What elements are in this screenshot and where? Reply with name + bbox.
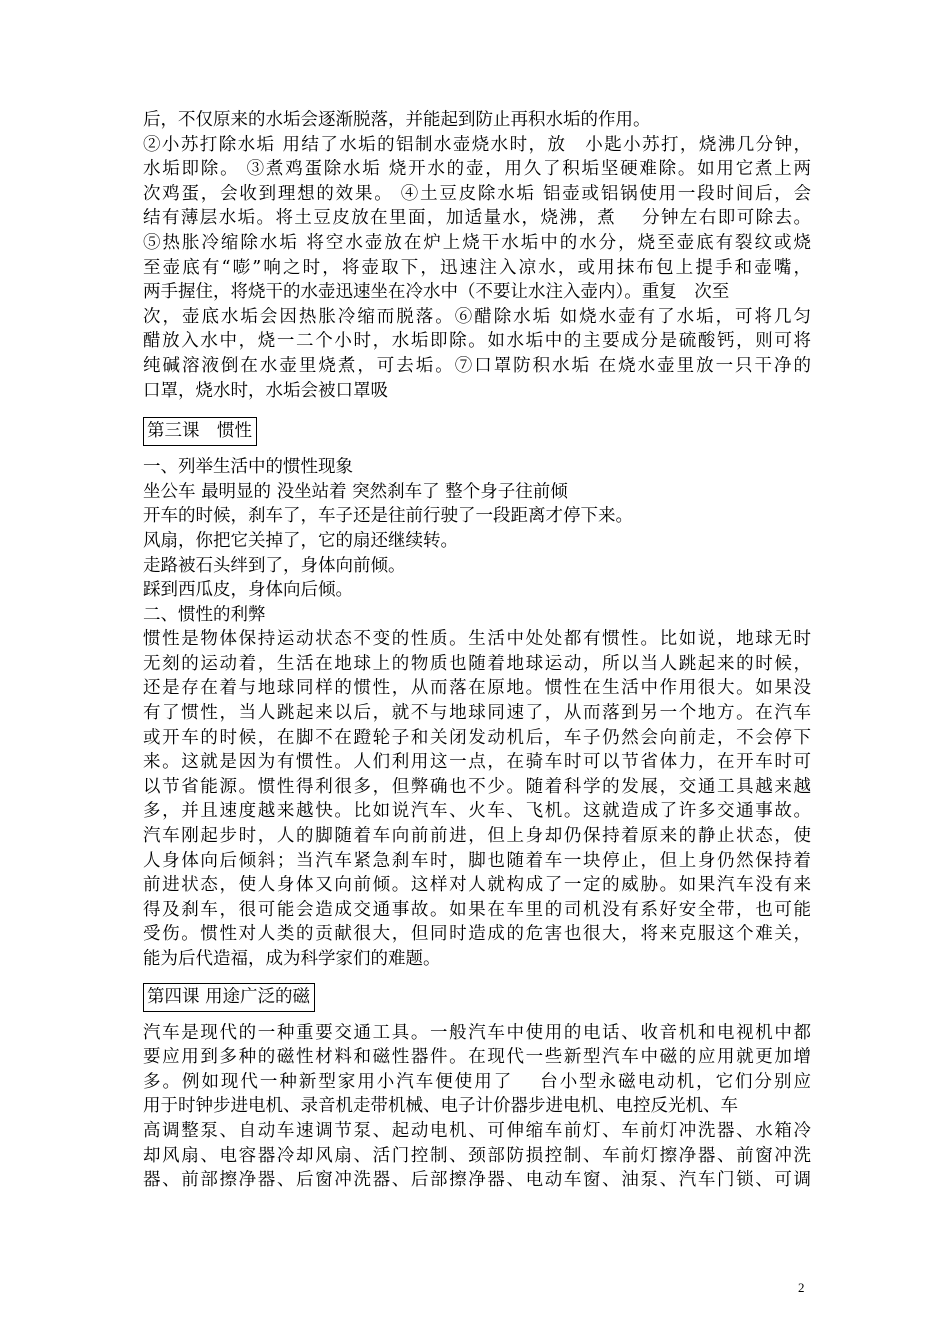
text-line: 以节省能源。惯性得利很多，但弊确也不少。随着科学的发展，交通工具越来越 (143, 776, 811, 797)
text-line: 用于时钟步进电机、录音机走带机械、电子计价器步进电机、电控反光机、车 (143, 1096, 738, 1117)
lesson3-heading-wrap (143, 417, 811, 446)
text-line: 走路被石头绊到了，身体向前倾。 (143, 555, 406, 576)
text-line: 至壶底有“嘭”响之时，将壶取下，迅速注入凉水，或用抹布包上提手和壶嘴， (143, 257, 811, 278)
text-line: 或开车的时候，在脚不在蹬轮子和关闭发动机后，车子仍然会向前走，不会停下 (143, 727, 811, 748)
text-line: 两手握住，将烧干的水壶迅速坐在冷水中（不要让水注入壶内）。重复 次至 (143, 282, 730, 303)
text-line: 口罩，烧水时，水垢会被口罩吸 (143, 380, 388, 401)
text-line: 能为后代造福，成为科学家们的难题。 (143, 949, 441, 969)
text-line: 来。这就是因为有惯性。人们利用这一点，在骑车时可以节省体力，在开车时可 (143, 752, 811, 773)
lesson4-heading-wrap (143, 983, 811, 1012)
text-line: 无刻的运动着，生活在地球上的物质也随着地球运动，所以当人跳起来的时候， (143, 653, 811, 674)
text-line: 器、前部擦净器、后窗冲洗器、后部擦净器、电动车窗、油泵、汽车门锁、可调 (143, 1170, 811, 1191)
text-line: 次，壶底水垢会因热胀冷缩而脱落。⑥醋除水垢 如烧水壶有了水垢，可将几匀 (143, 306, 811, 327)
text-line: ⑤热胀冷缩除水垢 将空水壶放在炉上烧干水垢中的水分，烧至壶底有裂纹或烧 (143, 232, 811, 253)
text-line: 次鸡蛋，会收到理想的效果。 ④土豆皮除水垢 铝壶或铝锅使用一段时间后，会 (143, 183, 811, 204)
subheading-inertia-pros-cons: 二、惯性的利弊 (143, 604, 266, 625)
subheading-inertia-examples: 一、列举生活中的惯性现象 (143, 457, 353, 478)
text-line: 得及刹车，很可能会造成交通事故。如果在车里的司机没有系好安全带，也可能 (143, 899, 811, 920)
lesson3-heading: 第三课 惯性 (143, 417, 257, 446)
text-line: 多。例如现代一种新型家用小汽车便使用了 台小型永磁电动机，它们分别应 (143, 1071, 811, 1092)
text-line: 汽车刚起步时，人的脚随着车向前前进，但上身却仍保持着原来的静止状态，使 (143, 826, 811, 847)
page-number: 2 (798, 1280, 805, 1295)
text-line: 多，并且速度越来越快。比如说汽车、火车、飞机。这就造成了许多交通事故。 (143, 801, 811, 822)
text-line: 醋放入水中，烧一二个小时，水垢即除。如水垢中的主要成分是硫酸钙，则可将 (143, 331, 811, 352)
text-line: 要应用到多种的磁性材料和磁性器件。在现代一些新型汽车中磁的应用就更加增 (143, 1047, 811, 1068)
lesson4-body (143, 1021, 811, 1193)
text-line: 高调整泵、自动车速调节泵、起动电机、可伸缩车前灯、车前灯冲洗器、水箱冷 (143, 1120, 811, 1141)
text-line: 受伤。惯性对人类的贡献很大，但同时造成的危害也很大，将来克服这个难关， (143, 924, 811, 945)
text-line: 结有薄层水垢。将土豆皮放在里面，加适量水，烧沸，煮 分钟左右即可除去。 (143, 208, 811, 229)
text-line: 踩到西瓜皮，身体向后倾。 (143, 580, 353, 601)
lesson4-heading: 第四课 用途广泛的磁 (143, 983, 315, 1012)
text-line: 还是存在着与地球同样的惯性，从而落在原地。惯性在生活中作用很大。如果没 (143, 678, 811, 699)
text-line: 坐公车 最明显的 没坐站着 突然刹车了 整个身子往前倾 (143, 481, 568, 502)
lesson3-body (143, 455, 811, 971)
text-line: 却风扇、电容器冷却风扇、活门控制、颈部防损控制、车前灯擦净器、前窗冲洗 (143, 1145, 811, 1166)
text-line: 惯性是物体保持运动状态不变的性质。生活中处处都有惯性。比如说，地球无时 (143, 629, 811, 650)
text-line: 人身体向后倾斜；当汽车紧急刹车时，脚也随着车一块停止，但上身仍然保持着 (143, 850, 811, 871)
document-page (143, 108, 811, 1193)
paragraph-descaling-methods (143, 108, 811, 403)
text-line: 开车的时候，刹车了，车子还是往前行驶了一段距离才停下来。 (143, 506, 633, 527)
text-line: 有了惯性，当人跳起来以后，就不与地球同速了，从而落到另一个地方。在汽车 (143, 703, 811, 724)
text-line: 前进状态，使人身体又向前倾。这样对人就构成了一定的威胁。如果汽车没有来 (143, 875, 811, 896)
text-line: 水垢即除。 ③煮鸡蛋除水垢 烧开水的壶，用久了积垢坚硬难除。如用它煮上两 (143, 159, 811, 180)
text-line: 纯碱溶液倒在水壶里烧煮，可去垢。⑦口罩防积水垢 在烧水壶里放一只干净的 (143, 355, 811, 376)
text-line: 风扇，你把它关掉了，它的扇还继续转。 (143, 530, 458, 551)
text-line: 后，不仅原来的水垢会逐渐脱落，并能起到防止再积水垢的作用。 (143, 110, 651, 130)
text-line: 汽车是现代的一种重要交通工具。一般汽车中使用的电话、收音机和电视机中都 (143, 1022, 811, 1043)
text-line: ②小苏打除水垢 用结了水垢的铝制水壶烧水时，放 小匙小苏打，烧沸几分钟， (143, 134, 811, 155)
